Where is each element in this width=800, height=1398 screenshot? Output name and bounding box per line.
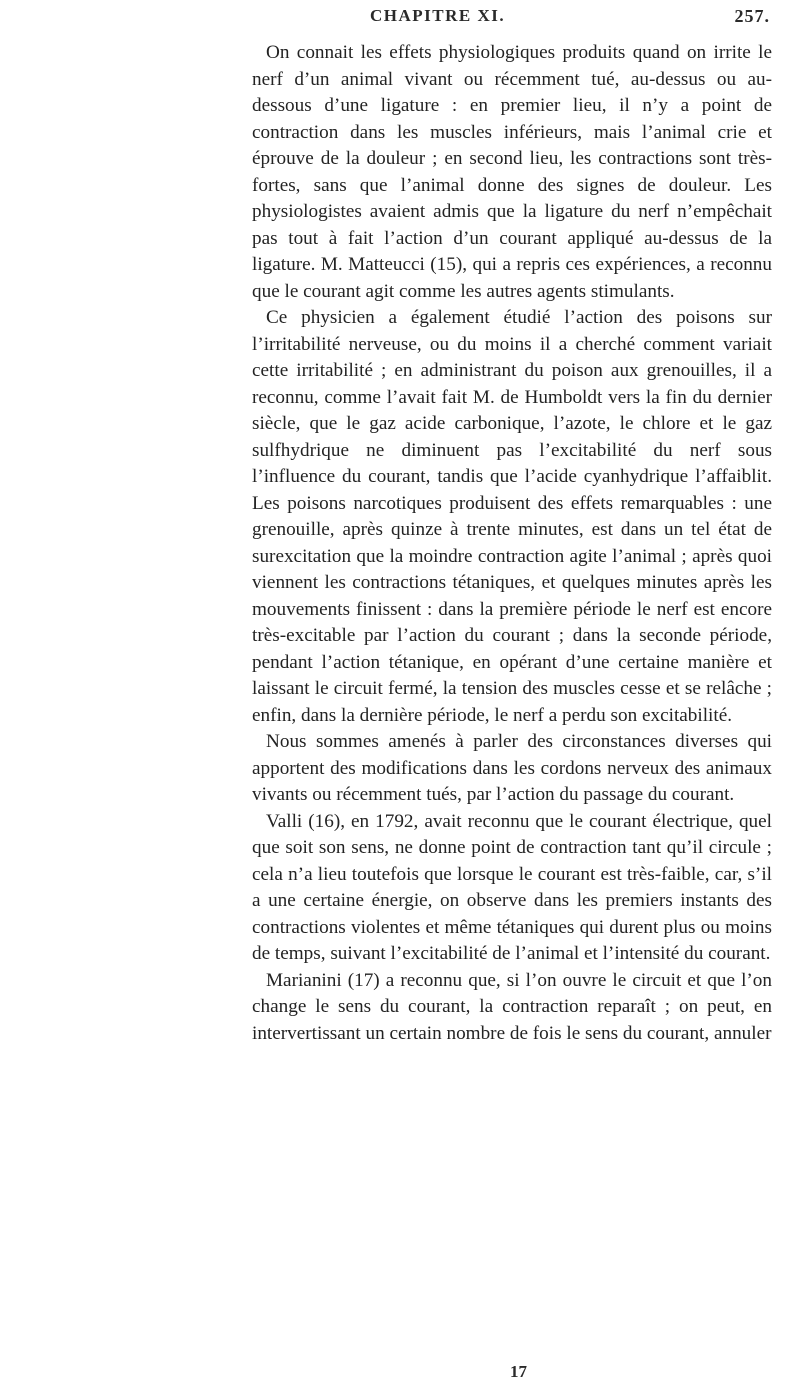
paragraph: Ce physicien a également étudié l’action des poisons sur l’irritabilité nerveuse, ou du moins il a cherché comment variait cette irritabilité ; en administrant du poison aux grenouilles, il a reconnu, comme l’avait fait M. de Humboldt vers la fin du dernier siècle, que le gaz acide carbonique, l’azote, le chlore et le gaz sulfhydrique ne diminuent pas l’excitabilité du nerf sous l’influence du courant, tandis que l’acide cyanhydrique l’affaiblit. Les poisons narcotiques produisent des effets remarquables : une grenouille, après quinze à trente minutes, est dans un tel état de surexcitation que la moindre contraction agite l’animal ; après quoi viennent les contractions tétaniques, et quelques minutes après les mouvements finissent : dans la première période le nerf est encore très-excitable par l’action du courant ; dans la seconde période, pendant l’action tétanique, en opérant d’une certaine manière et laissant le circuit fermé, la tension des muscles cesse et se relâche ; enfin, dans la dernière période, le nerf a perdu son excitabilité. — [252, 307, 772, 726]
body-text — [252, 40, 772, 1047]
paragraph: On connait les effets physiologiques produits quand on irrite le nerf d’un animal vivant ou récemment tué, au-dessus ou au-dessous d’une ligature : en premier lieu, il n’y a point de contraction dans les muscles inférieurs, mais l’animal crie et éprouve de la douleur ; en second lieu, les contractions sont très-fortes, sans que l’animal donne des signes de douleur. Les physiologistes avaient admis que la ligature du nerf n’empêchait pas tout à fait l’action d’un courant appliqué au-dessus de la ligature. M. Matteucci (15), qui a repris ces expériences, a reconnu que le courant agit comme les autres agents stimulants. — [252, 42, 772, 302]
running-head — [250, 6, 770, 36]
signature-mark: 17 — [510, 1362, 527, 1381]
paragraph: Nous sommes amenés à parler des circonstances diverses qui apportent des modifications dans les cordons nerveux des animaux vivants ou récemment tués, par l’action du passage du courant. — [252, 731, 772, 805]
paragraph: Marianini (17) a reconnu que, si l’on ouvre le circuit et que l’on change le sens du courant, la contraction reparaît ; on peut, en intervertissant un certain nombre de fois le sens du courant, annuler — [252, 969, 772, 1044]
chapter-title: CHAPITRE XI. — [370, 6, 506, 25]
page-number: 257. — [734, 6, 770, 26]
paragraph: Valli (16), en 1792, avait reconnu que le courant électrique, quel que soit son sens, ne donne point de contraction tant qu’il circule ; cela n’a lieu toutefois que lorsque le courant est très-faible, car, s’il a une certaine énergie, on observe dans les premiers instants des contractions violentes et même tétaniques qui durent plus ou moins de temps, suivant l’excitabilité de l’animal et l’intensité du courant. — [252, 810, 772, 964]
